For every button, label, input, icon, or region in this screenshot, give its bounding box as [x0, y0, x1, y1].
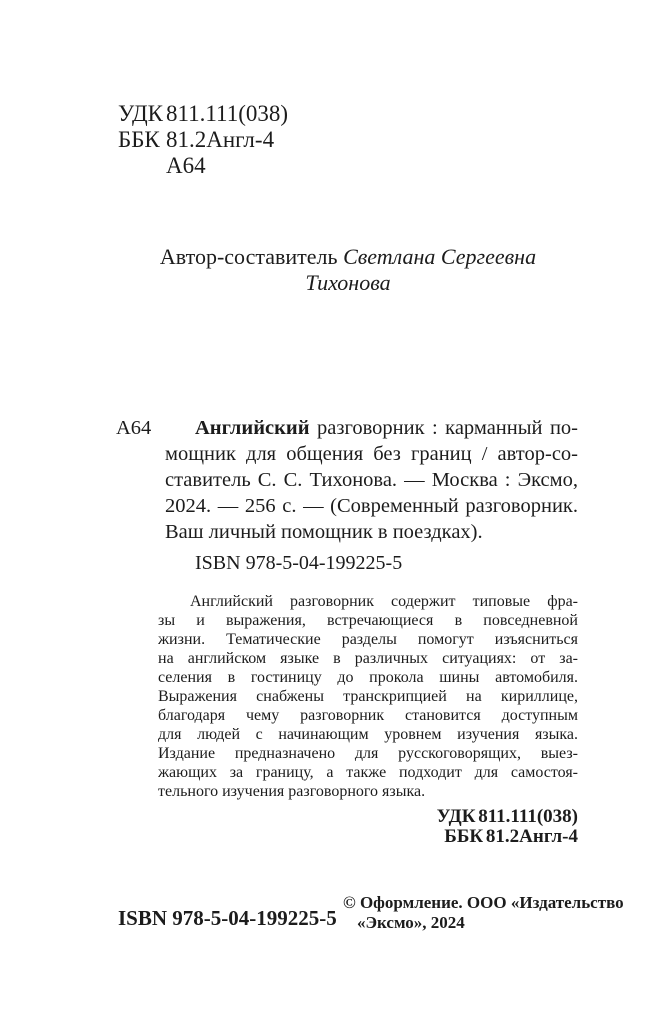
- classification-block: [118, 101, 288, 179]
- annotation-line: тельного изучения разговорного языка.: [158, 783, 426, 800]
- author-sign-spacer: [118, 153, 166, 179]
- classification-bottom-block: [437, 807, 578, 847]
- annotation-line: Выражения снабжены транскрипцией на кириллице,: [158, 688, 578, 705]
- catalog-line-text: разговорник : карманный по-: [317, 417, 578, 439]
- author-sign: А64: [166, 153, 206, 178]
- annotation-line: селения в гостиницу до прокола шины автомобиля.: [158, 669, 578, 686]
- catalog-line: 2024. — 256 с. — (Современный разговорник.: [165, 495, 578, 517]
- catalog-line: ставитель С. С. Тихонова. — Москва : Эксмо,: [165, 469, 578, 491]
- bbk-value: 81.2Англ-4: [166, 127, 275, 152]
- catalog-line: [165, 415, 578, 441]
- author-name: Светлана Сергеевна Тихонова: [305, 244, 537, 295]
- bbk-label: ББК: [118, 127, 160, 152]
- isbn-top: ISBN 978-5-04-199225-5: [195, 552, 403, 574]
- author-role-label: Автор-составитель: [159, 244, 338, 269]
- bbk-row: [118, 127, 288, 153]
- annotation-line: благодаря чему разговорник становится доступным: [158, 707, 578, 724]
- annotation-line: Английский разговорник содержит типовые фра-: [190, 593, 578, 610]
- bbk-bottom: ББК 81.2Англ-4: [444, 826, 578, 847]
- catalog-line: мощник для общения без границ / автор-со-: [165, 443, 578, 465]
- annotation-line: жающих за границу, а также подходит для самостоя-: [158, 764, 578, 781]
- annotation-line: для людей с начинающим уровнем изучения языка.: [158, 726, 578, 743]
- annotation-line: зы и выражения, встречающиеся в повседневной: [158, 612, 578, 629]
- udk-bottom: УДК 811.111(038): [436, 806, 578, 827]
- copyright-line-2: «Эксмо», 2024: [357, 913, 465, 932]
- isbn-bottom: ISBN 978-5-04-199225-5: [118, 906, 337, 930]
- udk-label: УДК: [118, 101, 163, 126]
- catalog-card-block: [116, 415, 578, 545]
- annotation-block: [158, 592, 578, 801]
- catalog-line: Ваш личный помощник в поездках).: [165, 521, 483, 543]
- copyright-notice: [343, 893, 624, 933]
- book-title: Английский: [195, 417, 310, 439]
- annotation-line: на английском языке в различных ситуациях: от за-: [158, 650, 578, 667]
- catalog-author-sign: А64: [116, 417, 152, 439]
- author-compiler-line: [118, 244, 578, 296]
- annotation-line: Издание предназначено для русскоговорящих, выез-: [158, 745, 578, 762]
- author-sign-row: [118, 153, 288, 179]
- udk-value: 811.111(038): [166, 101, 289, 126]
- annotation-line: жизни. Тематические разделы помогут изъясниться: [158, 631, 578, 648]
- copyright-line-1: © Оформление. ООО «Издательство: [343, 893, 624, 912]
- udk-row: [118, 101, 288, 127]
